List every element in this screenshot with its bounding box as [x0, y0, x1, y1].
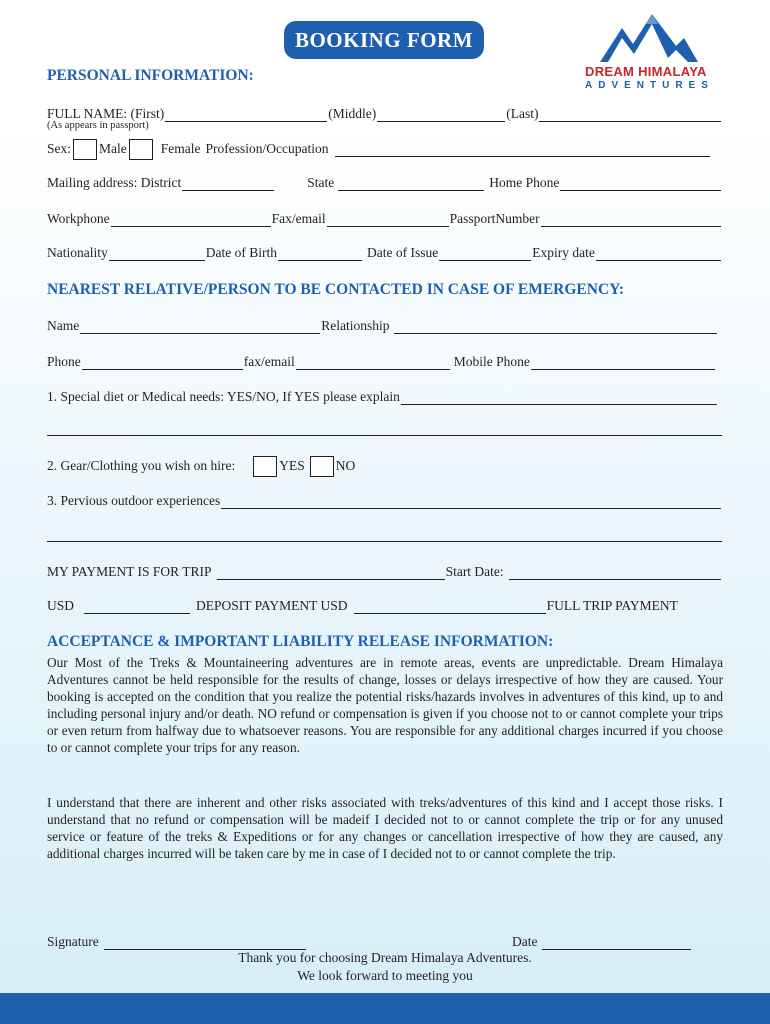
workphone-label: Workphone — [47, 211, 110, 226]
last-name-field[interactable] — [539, 109, 721, 122]
relative-fax-field[interactable] — [296, 357, 450, 370]
logo-brand-name: DREAM HIMALAYA — [585, 64, 707, 79]
form-title: BOOKING FORM — [284, 21, 484, 59]
passport-number-field[interactable] — [541, 214, 721, 227]
gear-label: 2. Gear/Clothing you wish on hire: — [47, 458, 236, 473]
logo-tagline: ADVENTURES — [585, 80, 714, 91]
date-issue-label: Date of Issue — [366, 245, 439, 260]
mobile-field[interactable] — [531, 357, 715, 370]
last-name-label: (Last) — [506, 106, 539, 121]
passport-note: (As appears in passport) — [47, 120, 149, 131]
home-phone-field[interactable] — [560, 178, 721, 191]
outdoor-extra-line[interactable] — [47, 541, 722, 542]
deposit-field[interactable] — [354, 601, 546, 614]
nationality-label: Nationality — [47, 245, 108, 260]
usd-field[interactable] — [84, 601, 190, 614]
male-checkbox[interactable] — [73, 139, 97, 160]
emergency-heading: NEAREST RELATIVE/PERSON TO BE CONTACTED IN CASE OF EMERGENCY: — [47, 281, 625, 298]
relationship-field[interactable] — [394, 321, 717, 334]
state-label: State — [307, 175, 335, 190]
mountain-logo-icon — [600, 12, 698, 64]
payment-trip-field[interactable] — [217, 567, 445, 580]
mailing-row — [47, 173, 722, 191]
district-field[interactable] — [182, 178, 274, 191]
mobile-label: Mobile Phone — [453, 354, 530, 369]
start-date-label: Start Date: — [445, 564, 504, 579]
relative-phone-field[interactable] — [82, 357, 243, 370]
gear-yes-label: YES — [279, 458, 305, 473]
payment-trip-label: MY PAYMENT IS FOR TRIP — [47, 564, 212, 579]
profession-field[interactable] — [335, 144, 711, 157]
relative-name-field[interactable] — [80, 321, 320, 334]
personal-info-heading: PERSONAL INFORMATION: — [47, 67, 254, 84]
relative-phone-label: Phone — [47, 354, 81, 369]
middle-name-field[interactable] — [377, 109, 505, 122]
expiry-field[interactable] — [596, 248, 721, 261]
footer-bar — [0, 993, 770, 1024]
profession-label: Profession/Occupation — [205, 141, 329, 156]
middle-name-label: (Middle) — [328, 106, 377, 121]
gear-row — [47, 456, 722, 474]
relative-phone-row — [47, 352, 722, 370]
fax-email-field[interactable] — [327, 214, 449, 227]
gear-yes-checkbox[interactable] — [253, 456, 277, 477]
liability-paragraph-2: I understand that there are inherent and other risks associated with treks/adventures of this kind and I accept those risks. I understand that no refund or compensation will be madeif I decided not to or cannot complete the trip or for any unused service or feature of the treks & Expeditions or for any changes or cancellation irrespective of how they are caused, any additional charges incurred will be taken care by me in case of I decided not to or cannot complete the trip. — [47, 795, 723, 861]
diet-extra-line[interactable] — [47, 435, 722, 436]
workphone-row — [47, 209, 722, 227]
relative-name-row — [47, 316, 722, 334]
outdoor-field[interactable] — [221, 496, 721, 509]
date-label: Date — [512, 934, 538, 949]
female-checkbox[interactable] — [129, 139, 153, 160]
mailing-label: Mailing address: District — [47, 175, 182, 190]
sex-label: Sex: — [47, 141, 72, 156]
payment-amount-row — [47, 596, 722, 614]
full-trip-label: FULL TRIP PAYMENT — [546, 598, 678, 613]
date-row — [512, 932, 692, 950]
dob-label: Date of Birth — [205, 245, 277, 260]
passport-number-label: PassportNumber — [449, 211, 540, 226]
relative-name-label: Name — [47, 318, 80, 333]
outdoor-row — [47, 491, 722, 509]
signature-label: Signature — [47, 934, 99, 949]
outdoor-label: 3. Pervious outdoor experiences — [47, 493, 221, 508]
state-field[interactable] — [338, 178, 484, 191]
liability-paragraph-1: Our Most of the Treks & Mountaineering adventures are in remote areas, events are unpredictable. Dream Himalaya Adventures cannot be held responsible for the results of change, losses or delays irrespective of how they are caused. Your booking is accepted on the condition that you realize the potential risks/hazards involves in adventures of this kind, up to and including personal injury and/or death. NO refund or compensation is given if you choose not to or cannot complete your trips or even return from halfway due to whatsoever reasons. You are responsible for any additional charges incurred if you choose to or cannot complete your trips for any reason. — [47, 655, 723, 755]
forward-text: We look forward to meeting you — [297, 968, 473, 983]
date-field[interactable] — [542, 937, 691, 950]
full-name-label: FULL NAME: (First) — [47, 106, 165, 121]
gear-no-checkbox[interactable] — [310, 456, 334, 477]
male-label: Male — [99, 141, 127, 156]
relationship-label: Relationship — [321, 318, 390, 333]
usd-label: USD — [47, 598, 75, 613]
first-name-field[interactable] — [165, 109, 327, 122]
nationality-row — [47, 243, 722, 261]
nationality-field[interactable] — [109, 248, 205, 261]
home-phone-label: Home Phone — [489, 175, 560, 190]
diet-row — [47, 387, 722, 405]
date-issue-field[interactable] — [439, 248, 531, 261]
deposit-label: DEPOSIT PAYMENT USD — [196, 598, 348, 613]
sex-row — [47, 139, 722, 157]
workphone-field[interactable] — [111, 214, 271, 227]
expiry-label: Expiry date — [532, 245, 595, 260]
thanks-text: Thank you for choosing Dream Himalaya Adventures. — [238, 950, 532, 965]
female-label: Female — [160, 141, 201, 156]
relative-fax-label: fax/email — [243, 354, 295, 369]
dob-field[interactable] — [278, 248, 362, 261]
payment-trip-row — [47, 562, 722, 580]
diet-field[interactable] — [401, 392, 717, 405]
start-date-field[interactable] — [509, 567, 721, 580]
liability-heading: ACCEPTANCE & IMPORTANT LIABILITY RELEASE INFORMATION: — [47, 633, 554, 650]
diet-label: 1. Special diet or Medical needs: YES/NO, If YES please explain — [47, 389, 400, 404]
gear-no-label: NO — [335, 458, 356, 473]
signature-field[interactable] — [104, 937, 306, 950]
fax-email-label: Fax/email — [271, 211, 326, 226]
signature-row — [47, 932, 307, 950]
